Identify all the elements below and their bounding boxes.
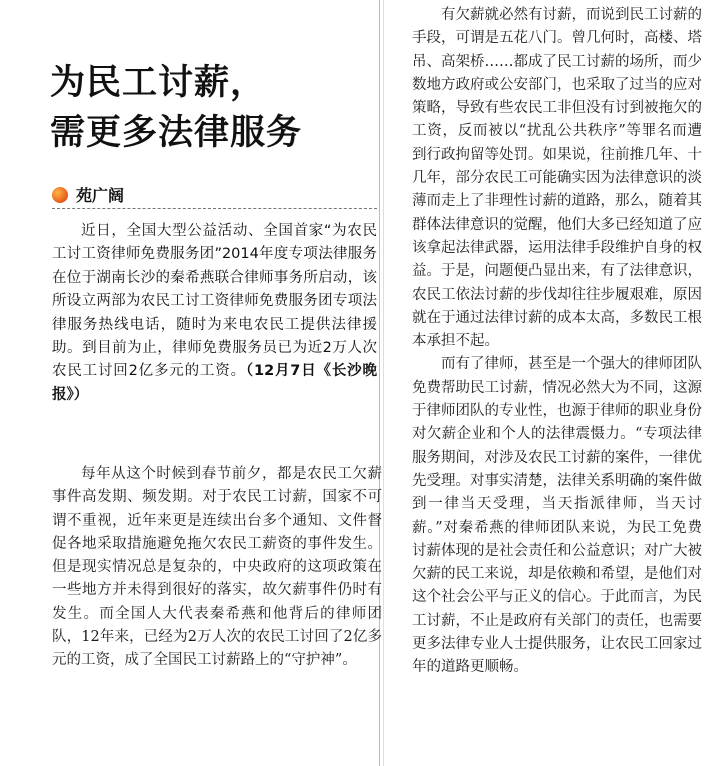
lead-source: （12月7日《长沙晚报》） — [52, 363, 377, 403]
body-paragraph-1: 每年从这个时候到春节前夕，都是农民工欠薪事件高发期、频发期。对于农民工讨薪，国家不可谓不重视，近年来更是连续出台多个通知、文件督促各地采取措施避免拖欠农民工薪资的事件发生。但是现实情况总是复杂的，中央政府的这项政策在一些地方并未得到很好的落实，故欠薪事件仍时有发生。而全国人大代表秦希燕和他背后的律师团队，12年来，已经为2万人次的农民工讨回了2亿多元的工资，成了全国民工讨薪路上的“守护神”。 — [52, 466, 382, 669]
right-column — [412, 4, 702, 680]
byline — [52, 183, 124, 206]
lead-text: 近日，全国大型公益活动、全国首家“为农民工讨工资律师免费服务团”2014年度专项法律服务在位于湖南长沙的秦希燕联合律师事务所启动，该所设立两部为农民工讨工资律师免费服务团专项法律服务热线电话，随时为来电农民工提供法律援助。到目前为止，律师免费服务员已为近2万人次农民工讨回2亿多元的工资。 — [52, 223, 377, 380]
lead-paragraph — [52, 220, 377, 407]
body-paragraph-2: 有欠薪就必然有讨薪，而说到民工讨薪的手段，可谓是五花八门。曾几何时，高楼、塔吊、高架桥……都成了民工讨薪的场所，而少数地方政府或公安部门，也采取了过当的应对策略，导致有些农民工非但没有讨到被拖欠的工资，反而被以“扰乱公共秩序”等罪名而遭到行政拘留等处罚。如果说，往前推几年、十几年，部分农民工可能确实因为法律意识的淡薄而走上了非理性讨薪的道路，那么，随着其群体法律意识的觉醒，他们大多已经知道了应该拿起法律武器，运用法律手段维护自身的权益。于是，问题便凸显出来，有了法律意识，农民工依法讨薪的步伐却往往步履艰难，原因就在于通过法律讨薪的成本太高，多数民工根本承担不起。 — [412, 7, 702, 350]
dashed-rule — [52, 208, 377, 209]
author-name: 苑广阔 — [76, 186, 125, 205]
title-line-2: 需更多法律服务 — [50, 113, 303, 153]
article-title — [50, 58, 370, 158]
body-paragraph-3: 而有了律师，甚至是一个强大的律师团队免费帮助民工讨薪，情况必然大为不同，这源于律师团队的专业性，也源于律师的职业身份对欠薪企业和个人的法律震慑力。“专项法律服务期间，对涉及农民工讨薪的案件，一律优先受理。对事实清楚，法律关系明确的案件做到一律当天受理，当天指派律师，当天讨薪。”对秦希燕的律师团队来说，为民工免费讨薪体现的是社会责任和公益意识；对广大被欠薪的民工来说，却是依赖和希望，是他们对这个社会公平与正义的信心。于此而言，为民工讨薪，不止是政府有关部门的责任，也需要更多法律专业人士提供服务，让农民工回家过年的道路更顺畅。 — [412, 356, 702, 676]
column-divider-inner — [383, 0, 384, 766]
left-column — [30, 0, 382, 766]
title-line-1: 为民工讨薪， — [50, 63, 267, 103]
orange-dot-icon — [52, 187, 68, 203]
